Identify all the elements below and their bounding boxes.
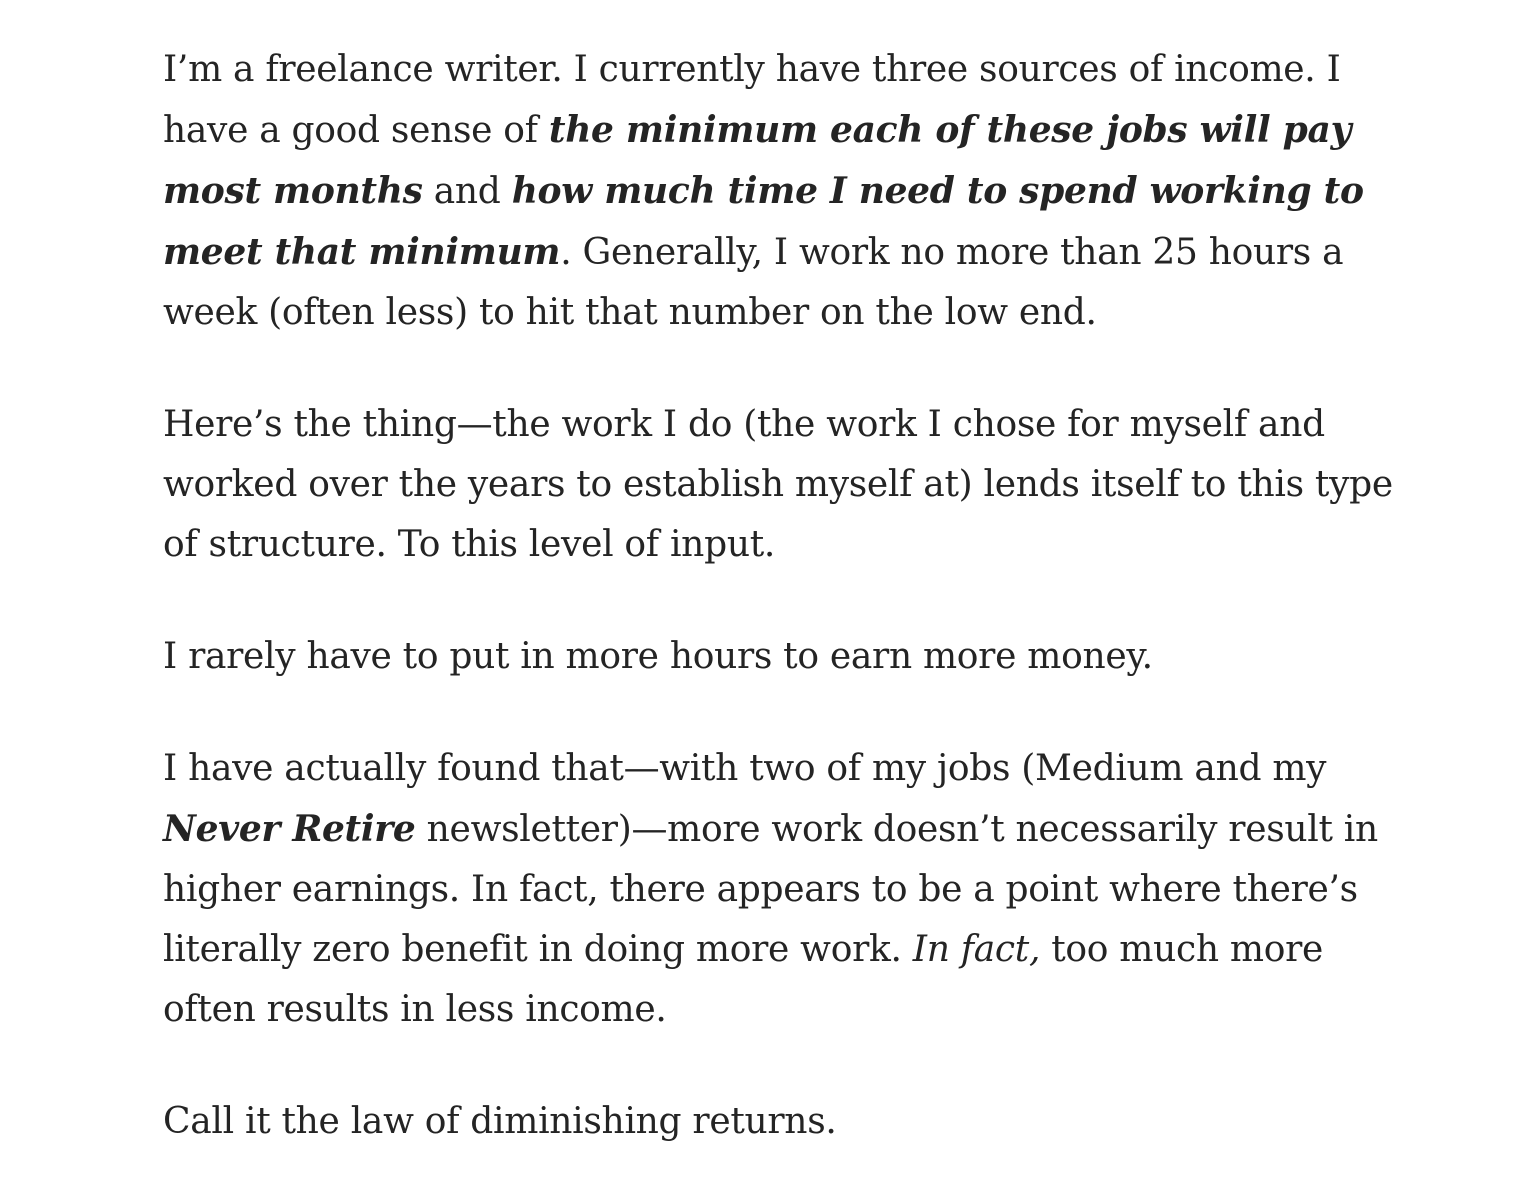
paragraph-freelance-income bbox=[163, 40, 1423, 343]
paragraph-text: and bbox=[422, 171, 512, 212]
emphasis-in-fact: In fact, bbox=[912, 929, 1041, 970]
paragraph-more-work bbox=[163, 739, 1423, 1040]
paragraph-more-hours: I rarely have to put in more hours to earn more money. bbox=[163, 636, 1153, 677]
paragraph-work-structure: Here’s the thing—the work I do (the work I chose for myself and worked over the years to establish myself at) lends itself to this type of structure. To this level of input. bbox=[163, 404, 1393, 565]
emphasis-newsletter-name: Never Retire bbox=[163, 808, 416, 850]
paragraph-text: I’m a freelance writer. I currently have three sources of income. I have a good sense of bbox=[163, 49, 1341, 151]
paragraph-text: newsletter)—more work doesn’t necessarily result in higher earnings. In fact, there appears to be a point where there’s literally zero benefit in doing more work. bbox=[163, 809, 1378, 970]
emphasis-minimum-pay: the minimum each of these jobs will pay most months bbox=[163, 109, 1352, 212]
article-body bbox=[163, 40, 1423, 1204]
paragraph-diminishing-returns: Call it the law of diminishing returns. bbox=[163, 1101, 837, 1142]
paragraph-text: . Generally, I work no more than 25 hours a week (often less) to hit that number on the low end. bbox=[163, 232, 1344, 333]
emphasis-time-needed: how much time I need to spend working to meet that minimum bbox=[163, 170, 1364, 273]
paragraph-text: I have actually found that—with two of my jobs (Medium and my bbox=[163, 748, 1327, 789]
paragraph-text: too much more often results in less income. bbox=[163, 929, 1324, 1030]
